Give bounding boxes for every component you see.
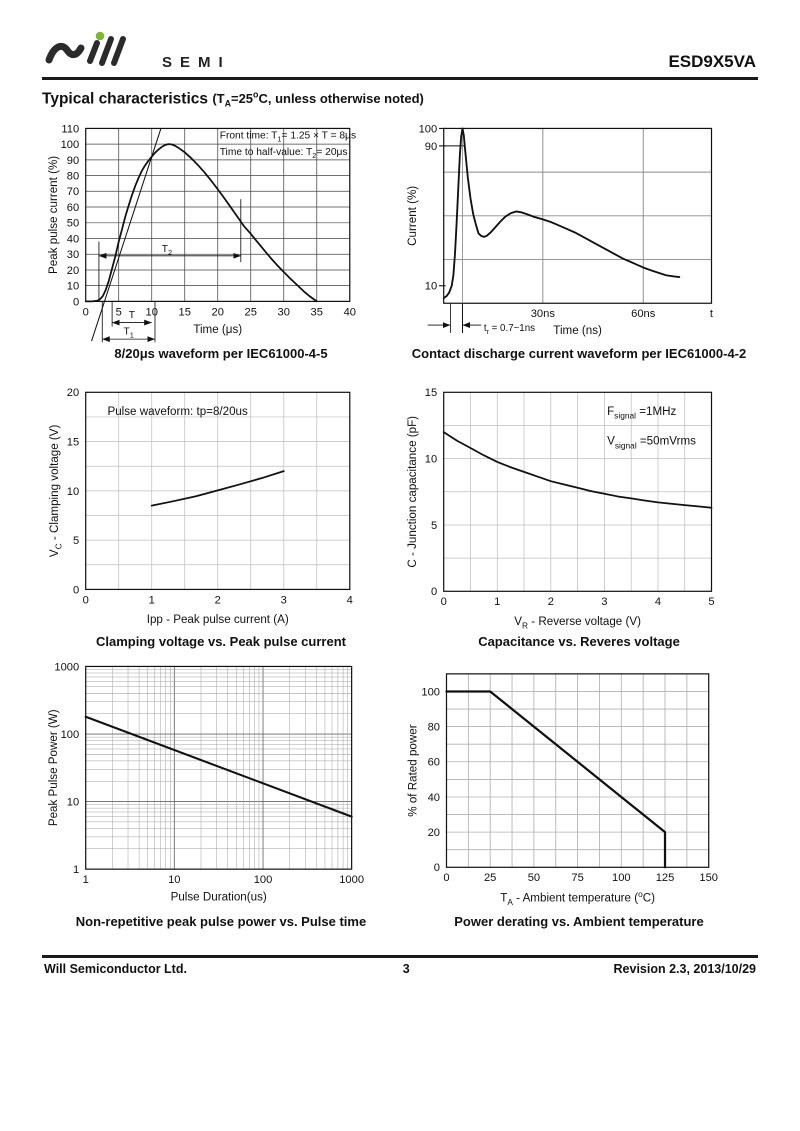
svg-text:0: 0 <box>430 586 438 599</box>
svg-text:50: 50 <box>66 217 80 230</box>
svg-text:1: 1 <box>72 864 80 877</box>
chart-contact-discharge <box>400 121 758 361</box>
chart-caption: Contact discharge current waveform per IEC61000-4-2 <box>411 346 747 362</box>
svg-text:80: 80 <box>66 170 80 183</box>
svg-text:T1: $T_1$ <box>123 326 134 340</box>
svg-text:40: 40 <box>343 306 356 319</box>
section-title-text: Typical characteristics <box>42 90 208 108</box>
svg-text:1000: 1000 <box>54 661 80 674</box>
svg-text:10: 10 <box>168 874 181 887</box>
svg-text:0: 0 <box>72 584 80 597</box>
svg-text:10: 10 <box>66 796 80 809</box>
svg-text:60: 60 <box>66 201 80 214</box>
power-derating-plot <box>400 659 758 912</box>
svg-text:Pulse Duration(us): Pulse Duration(us) <box>170 891 267 905</box>
chart-caption: 8/20μs waveform per IEC61000-4-5 <box>114 346 328 362</box>
will-logo-mark <box>44 30 156 74</box>
svg-text:100: 100 <box>253 874 273 887</box>
svg-text:tr = 0.7~1ns: $t_r$ = 0.7~1ns <box>483 323 536 337</box>
svg-text:10: 10 <box>66 485 80 498</box>
svg-text:Front time: T1= 1.25 × T = 8μs: Front time: $T_1= 1.25 \times T = 8\mu s$ <box>219 130 357 144</box>
svg-text:100: 100 <box>60 729 80 742</box>
capacitance-plot <box>400 383 758 632</box>
svg-text:5: 5 <box>708 596 715 609</box>
will-semi-logo <box>44 30 231 74</box>
svg-text:60: 60 <box>427 756 440 769</box>
svg-text:100: 100 <box>421 686 440 699</box>
chart-caption: Capacitance vs. Reveres voltage <box>478 634 680 650</box>
part-number: ESD9X5VA <box>668 52 756 71</box>
clamping-voltage-plot <box>42 383 400 632</box>
svg-text:1: 1 <box>494 596 501 609</box>
chart-surge-waveform <box>42 121 400 361</box>
svg-text:TA - Ambient temperature (oC): $T_A$ - Ambient temperature ($^o$C) <box>500 889 655 908</box>
chart-caption: Clamping voltage vs. Peak pulse current <box>96 634 346 650</box>
svg-text:0: 0 <box>82 306 89 319</box>
footer-row <box>42 958 758 976</box>
svg-text:VC - Clamping voltage (V): $V_C$ - Clamping voltage (V) <box>47 424 64 558</box>
svg-text:3: 3 <box>601 596 608 609</box>
svg-text:Vsignal =50mVrms: $V_{signal}$ =50mVrms <box>607 434 696 451</box>
svg-text:VR - Reverse voltage (V): $V_R$ - Reverse voltage (V) <box>514 614 641 631</box>
svg-text:Fsignal =1MHz: $F_{signal} =1MHz$ <box>607 404 677 421</box>
svg-text:2: 2 <box>214 594 221 607</box>
footer-company: Will Semiconductor Ltd. <box>44 962 187 977</box>
svg-text:90: 90 <box>424 140 438 153</box>
svg-text:125: 125 <box>655 872 675 885</box>
svg-text:10: 10 <box>66 280 80 293</box>
svg-text:150: 150 <box>699 872 719 885</box>
svg-text:40: 40 <box>427 792 440 805</box>
chart-caption: Power derating vs. Ambient temperature <box>454 914 704 930</box>
svg-text:Current (%): Current (%) <box>405 185 419 246</box>
footer-page-number: 3 <box>402 962 410 977</box>
clamping-voltage-vs-peak-pulse-current-svg <box>42 383 400 632</box>
svg-text:60ns: 60ns <box>631 308 656 321</box>
svg-text:30: 30 <box>277 306 290 319</box>
svg-text:C - Junction capacitance (pF): C - Junction capacitance (pF) <box>405 416 419 568</box>
svg-text:20: 20 <box>427 827 440 840</box>
svg-text:Time to half-value: T2= 20μs: Time to half-value: $T_2= 20\mu s$ <box>219 147 348 161</box>
logo-text: SEMI <box>162 54 231 71</box>
svg-text:Time (ns): Time (ns) <box>553 323 602 337</box>
capacitance-vs-reverse-voltage-svg <box>400 383 758 632</box>
svg-text:1: 1 <box>148 594 155 607</box>
svg-text:4: 4 <box>654 596 662 609</box>
contact-discharge-plot <box>400 121 758 344</box>
svg-text:1000: 1000 <box>339 874 365 887</box>
chart-caption: Non-repetitive peak pulse power vs. Pulse time <box>75 914 367 930</box>
surge-waveform-8-20us-svg <box>42 121 400 344</box>
power-derating-vs-ambient-temperature-svg <box>400 659 758 912</box>
chart-row-2 <box>42 383 758 649</box>
svg-text:25: 25 <box>483 872 497 885</box>
svg-text:30: 30 <box>66 249 80 262</box>
peak-pulse-power-plot <box>42 659 400 912</box>
peak-pulse-power-vs-pulse-time-svg <box>42 659 400 912</box>
svg-text:20: 20 <box>66 387 80 400</box>
svg-text:100: 100 <box>612 872 631 885</box>
svg-text:1: 1 <box>82 874 89 887</box>
section-title <box>42 90 758 109</box>
svg-text:Time (μs): Time (μs) <box>193 322 243 336</box>
svg-text:5: 5 <box>430 519 438 532</box>
svg-text:T: T <box>128 309 136 321</box>
svg-text:100: 100 <box>418 123 438 136</box>
chart-row-3 <box>42 659 758 929</box>
footer-revision: Revision 2.3, 2013/10/29 <box>613 962 756 977</box>
svg-text:75: 75 <box>571 872 584 885</box>
svg-text:t: t <box>709 308 714 321</box>
svg-text:70: 70 <box>66 186 80 199</box>
contact-discharge-waveform-svg <box>400 121 758 344</box>
svg-text:40: 40 <box>66 233 80 246</box>
svg-text:15: 15 <box>178 306 191 319</box>
section-title-note: ($T_A=25^oC$, unless otherwise noted) <box>212 90 424 109</box>
svg-text:100: 100 <box>60 138 80 151</box>
chart-capacitance <box>400 383 758 649</box>
svg-text:110: 110 <box>61 123 80 136</box>
svg-text:0: 0 <box>433 862 440 875</box>
svg-text:4: 4 <box>346 594 353 607</box>
svg-text:50: 50 <box>527 872 541 885</box>
svg-text:% of Rated power: % of Rated power <box>406 724 420 818</box>
svg-text:30ns: 30ns <box>530 308 555 321</box>
svg-text:10: 10 <box>424 280 438 293</box>
svg-text:0: 0 <box>440 596 447 609</box>
logo-green-dot <box>96 32 105 41</box>
svg-text:0: 0 <box>82 594 89 607</box>
page-header <box>42 30 758 74</box>
svg-text:25: 25 <box>244 306 257 319</box>
svg-text:T2: $T_2$ <box>161 243 173 257</box>
svg-text:35: 35 <box>310 306 323 319</box>
svg-text:0: 0 <box>443 872 450 885</box>
svg-text:2: 2 <box>547 596 554 609</box>
chart-row-1 <box>42 121 758 361</box>
header-rule <box>42 77 758 80</box>
svg-text:Peak pulse current (%): Peak pulse current (%) <box>46 155 60 274</box>
svg-text:15: 15 <box>66 436 80 449</box>
chart-clamping-voltage <box>42 383 400 649</box>
svg-text:90: 90 <box>66 154 80 167</box>
svg-text:0: 0 <box>72 296 80 309</box>
svg-text:5: 5 <box>72 535 80 548</box>
svg-text:Pulse waveform: tp=8/20us: Pulse waveform: tp=8/20us <box>107 405 248 419</box>
svg-text:80: 80 <box>427 721 440 734</box>
charts-grid <box>42 121 758 929</box>
chart-power-derating <box>400 659 758 929</box>
svg-text:Ipp - Peak pulse current (A): Ipp - Peak pulse current (A) <box>146 612 289 626</box>
page-footer <box>42 955 758 976</box>
svg-text:Peak Pulse Power (W): Peak Pulse Power (W) <box>46 709 60 827</box>
svg-text:20: 20 <box>66 264 80 277</box>
svg-text:15: 15 <box>424 387 438 400</box>
svg-text:5: 5 <box>115 306 122 319</box>
svg-text:10: 10 <box>424 453 438 466</box>
chart-peak-pulse-power <box>42 659 400 929</box>
svg-text:20: 20 <box>211 306 224 319</box>
surge-waveform-plot <box>42 121 400 344</box>
svg-text:10: 10 <box>145 306 158 319</box>
svg-text:3: 3 <box>280 594 287 607</box>
